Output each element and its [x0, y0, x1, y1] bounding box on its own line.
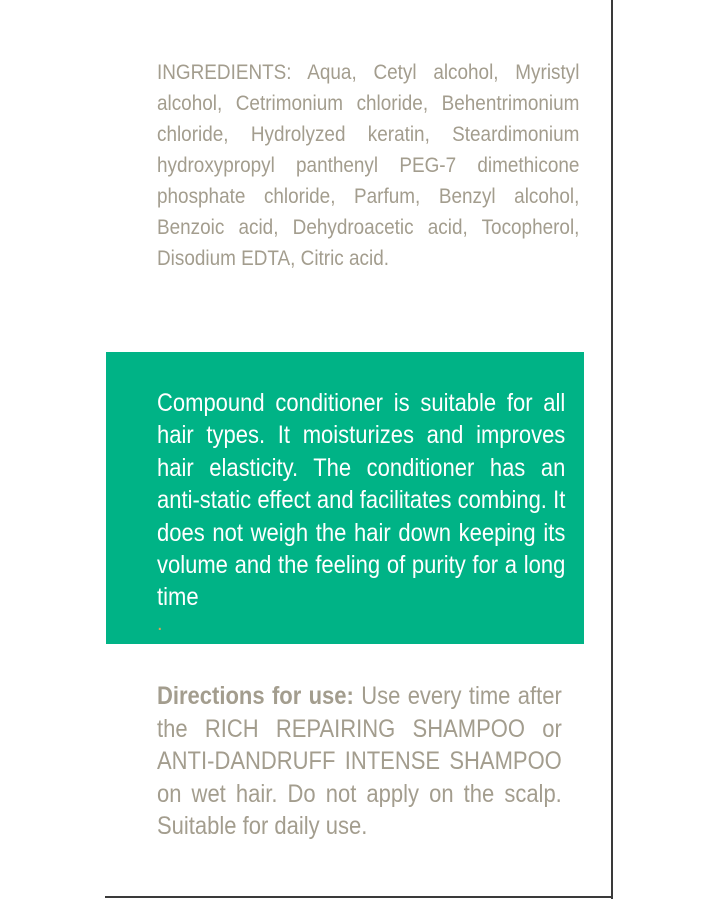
description-text: Compound conditioner is suitable for all hair types. It moisturizes and improves hair elasticity. The conditioner has an anti-static effect and facilitates combing. It does not weigh the hair down keeping its volume and the feeling of purity for a long time — [157, 389, 566, 612]
description-panel — [106, 352, 584, 644]
description-trailing-mark: . — [157, 613, 163, 635]
frame-bottom-border — [105, 896, 613, 898]
frame-right-border — [611, 0, 613, 899]
directions-paragraph — [157, 680, 562, 843]
ingredients-text: INGREDIENTS: Aqua, Cetyl alcohol, Myristyl alcohol, Cetrimonium chloride, Behentrimonium chloride, Hydrolyzed keratin, Steardimonium hydroxypropyl panthenyl PEG-7 dimethicone phosphate chloride, Parfum, Benzyl alcohol, Benzoic acid, Dehydroacetic acid, Tocopherol, Disodium EDTA, Citric acid. — [157, 60, 580, 270]
directions-label: Directions for use: — [157, 682, 354, 710]
directions-text: Use every time after the RICH REPAIRING SHAMPOO or ANTI-DANDRUFF INTENSE SHAMPOO on wet hair. Do not apply on the scalp. Suitable for daily use. — [157, 682, 562, 840]
